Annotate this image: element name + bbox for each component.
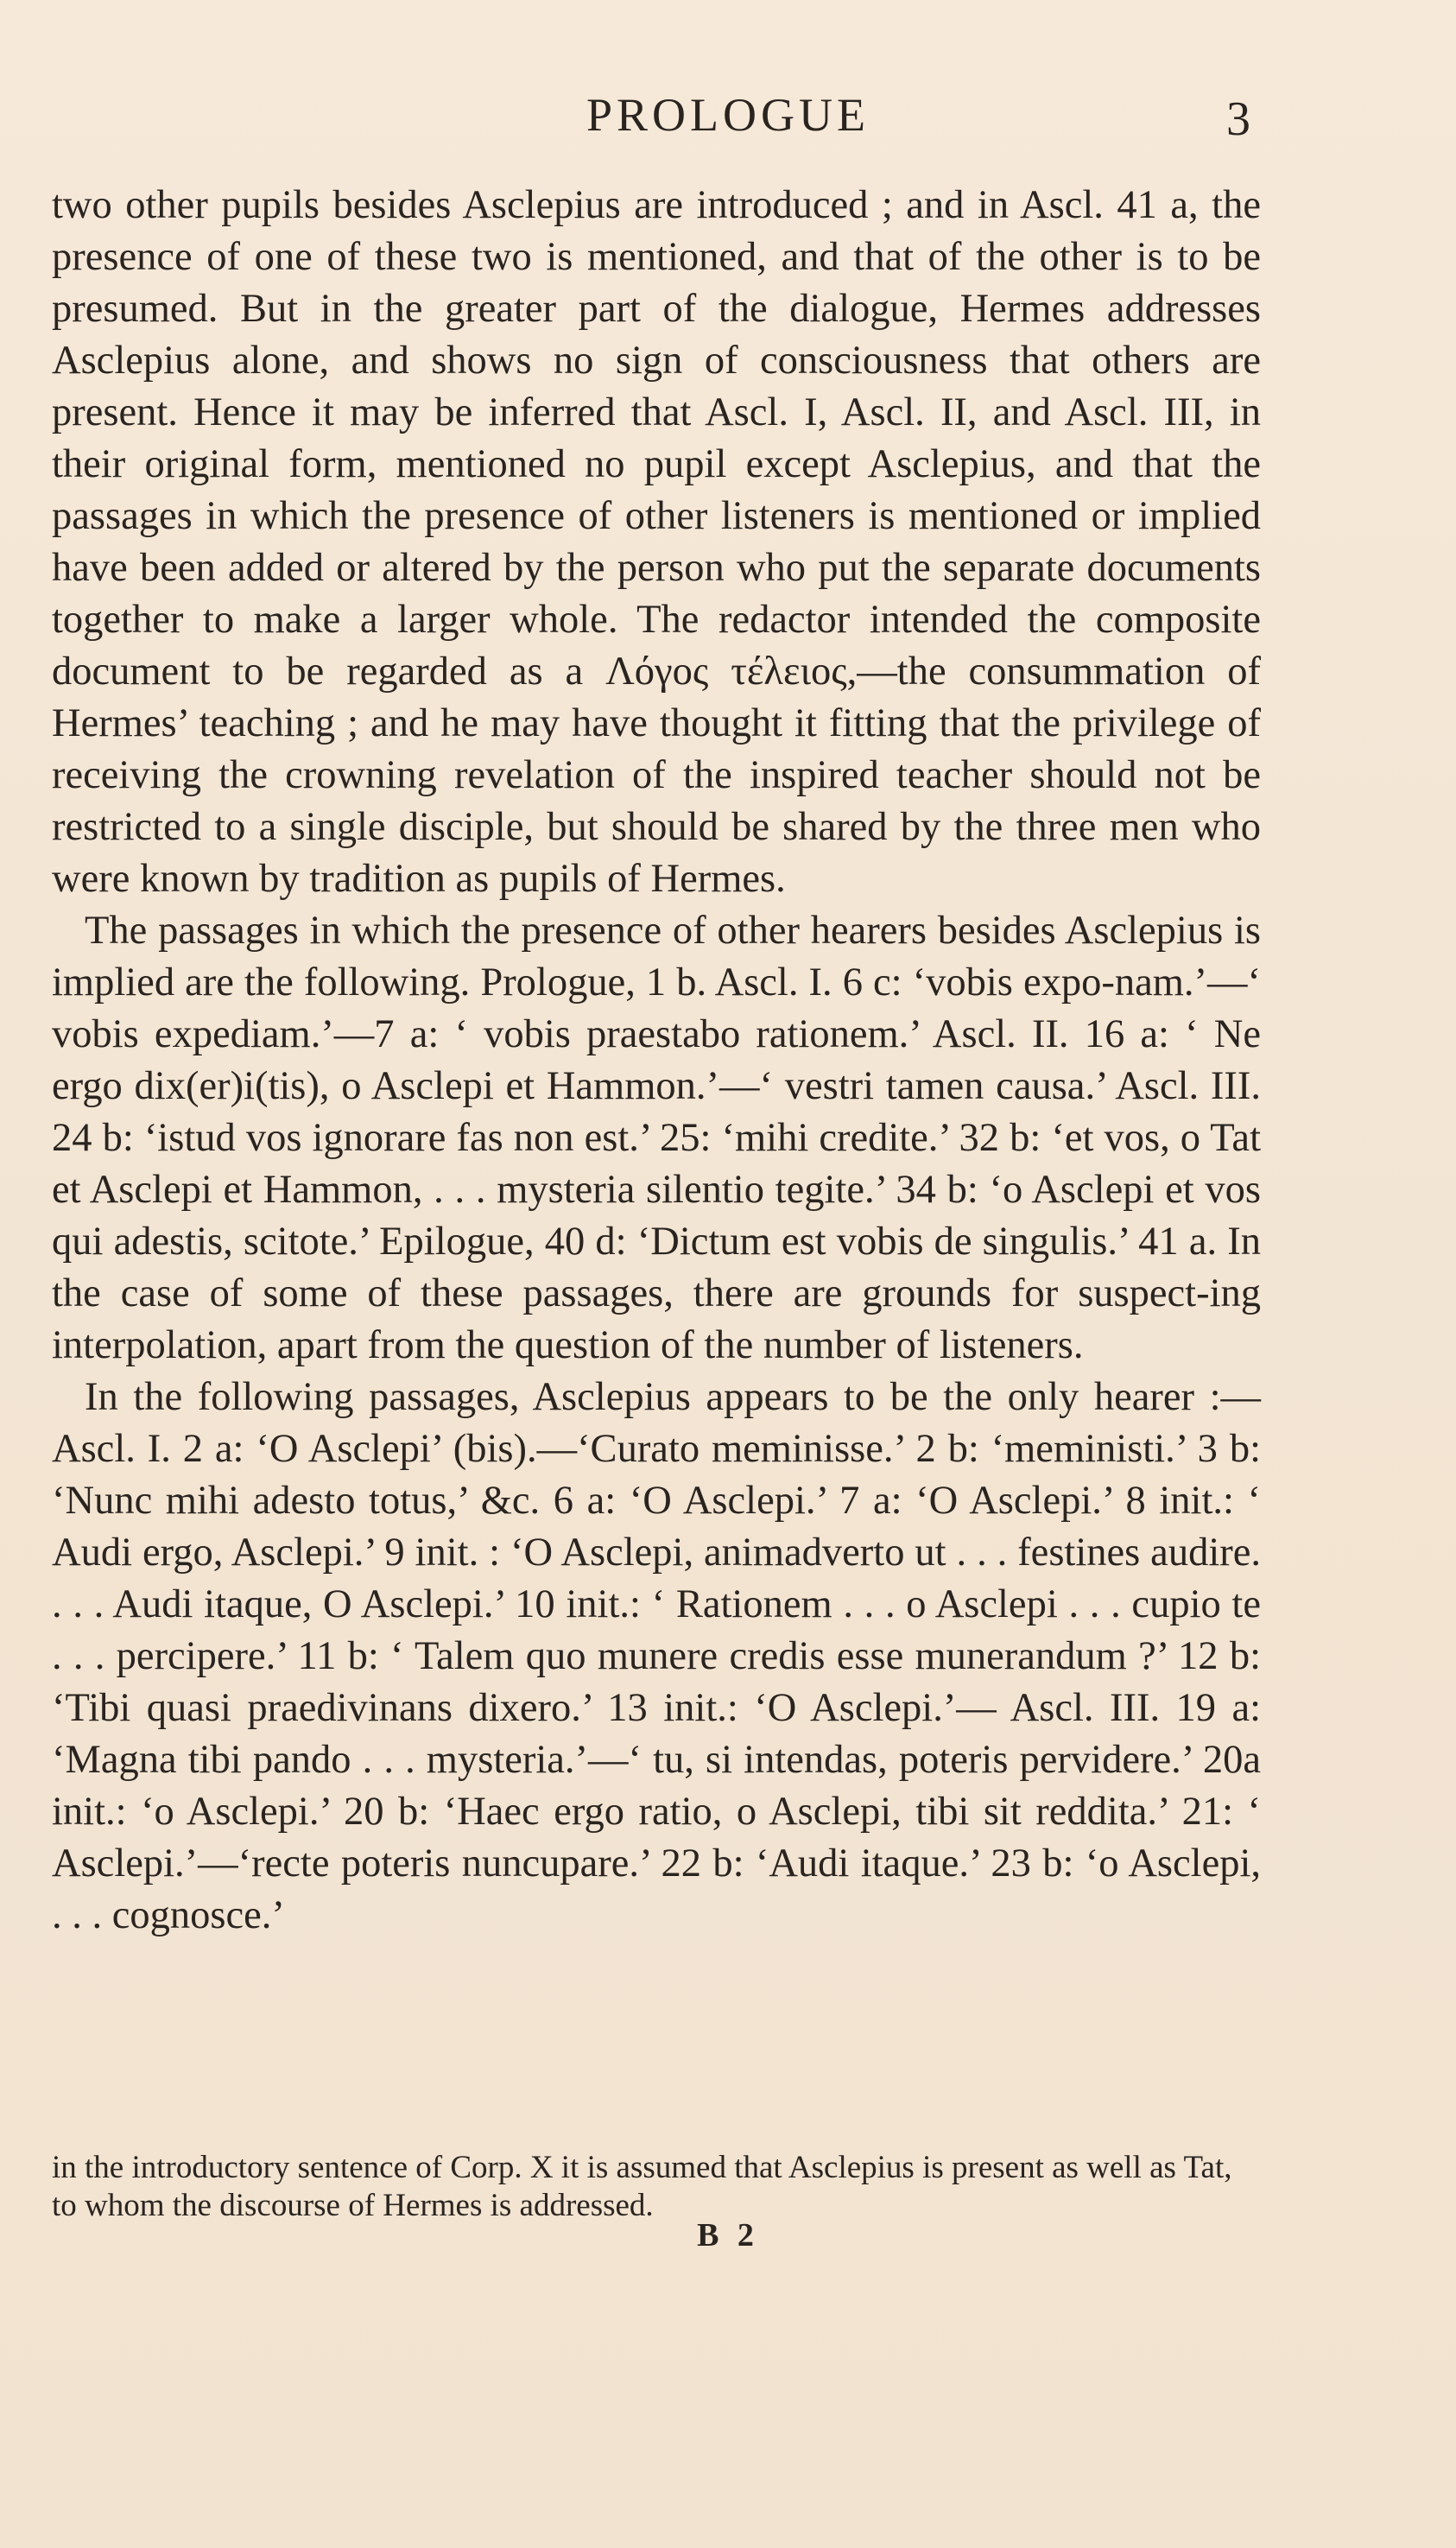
paragraph: two other pupils besides Asclepius are introduced ; and in Ascl. 41 a, the presence of one of these two is mentioned, and that of the other is to be presumed. But in the greater part of the dialogue, Hermes addresses Asclepius alone, and shows no sign of consciousness that others are present. Hence it may be inferred that Ascl. I, Ascl. II, and Ascl. III, in their original form, mentioned no pupil except Asclepius, and that the passages in which the presence of other listeners is mentioned or implied have been added or altered by the person who put the separate documents together to make a larger whole. The redactor intended the composite document to be regarded as a Λόγος τέλειος,—the consummation of Hermes’ teaching ; and he may have thought it fitting that the privilege of receiving the crowning revelation of the inspired teacher should not be restricted to a single disciple, but should be shared by the three men who were known by tradition as pupils of Hermes.: [52, 183, 1261, 901]
paragraph: In the following passages, Asclepius appears to be the only hearer :—Ascl. I. 2 a: ‘O Asclepi’ (bis).—‘Curato meminisse.’ 2 b: ‘meministi.’ 3 b: ‘Nunc mihi adesto totus,’ &c. 6 a: ‘O Asclepi.’ 7 a: ‘O Asclepi.’ 8 init.: ‘ Audi ergo, Asclepi.’ 9 init. : ‘O Asclepi, animadverto ut . . . festines audire. . . . Audi itaque, O Asclepi.’ 10 init.: ‘ Rationem . . . o Asclepi . . . cupio te . . . percipere.’ 11 b: ‘ Talem quo munere credis esse munerandum ?’ 12 b: ‘Tibi quasi praedivinans dixero.’ 13 init.: ‘O Asclepi.’— Ascl. III. 19 a: ‘Magna tibi pando . . . mysteria.’—‘ tu, si intendas, poteris pervidere.’ 20a init.: ‘o Asclepi.’ 20 b: ‘Haec ergo ratio, o Asclepi, tibi sit reddita.’ 21: ‘ Asclepi.’—‘recte poteris nuncupare.’ 22 b: ‘Audi itaque.’ 23 b: ‘o Asclepi, . . . cognosce.’: [52, 1375, 1261, 1937]
paragraph: The passages in which the presence of other hearers besides Asclepius is implied are the following. Prologue, 1 b. Ascl. I. 6 c: ‘vobis expo-nam.’—‘ vobis expediam.’—7 a: ‘ vobis praestabo rationem.’ Ascl. II. 16 a: ‘ Ne ergo dix(er)i(tis), o Asclepi et Hammon.’—‘ vestri tamen causa.’ Ascl. III. 24 b: ‘istud vos ignorare fas non est.’ 25: ‘mihi credite.’ 32 b: ‘et vos, o Tat et Asclepi et Hammon, . . . mysteria silentio tegite.’ 34 b: ‘o Asclepi et vos qui adestis, scitote.’ Epilogue, 40 d: ‘Dictum est vobis de singulis.’ 41 a. In the case of some of these passages, there are grounds for suspect-ing interpolation, apart from the question of the number of listeners.: [52, 909, 1261, 1367]
footnote: [52, 2149, 1252, 2225]
footnote-text: in the introductory sentence of Corp. X it is assumed that Asclepius is present as well as Tat, to whom the discourse of Hermes is addressed.: [52, 2150, 1232, 2223]
body-text: [52, 180, 1261, 1942]
signature-mark: B 2: [697, 2217, 759, 2253]
page-number: 3: [1226, 92, 1250, 146]
running-head: [0, 88, 1456, 149]
running-title: PROLOGUE: [586, 89, 870, 141]
